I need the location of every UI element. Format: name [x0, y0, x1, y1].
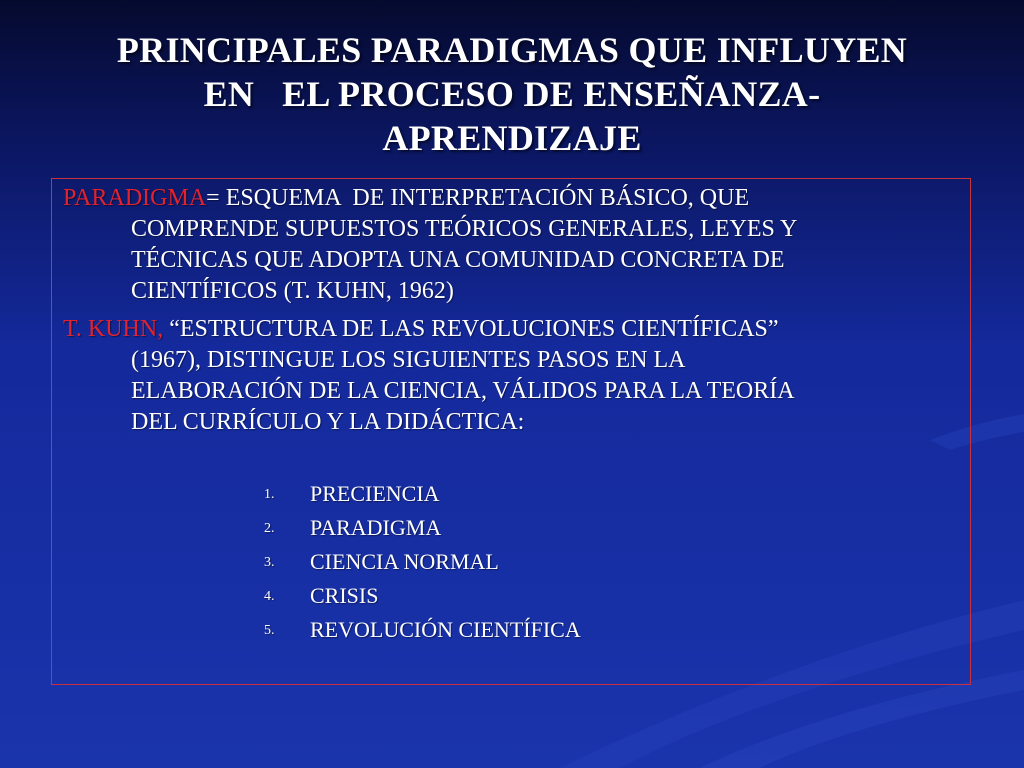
list-number: 4. — [264, 589, 275, 604]
content-box — [51, 178, 971, 685]
kuhn-line: “ESTRUCTURA DE LAS REVOLUCIONES CIENTÍFICAS” — [163, 316, 779, 342]
list-item — [264, 613, 581, 647]
slide-title — [40, 28, 984, 160]
title-line: APRENDIZAJE — [382, 118, 642, 158]
kuhn-line: ELABORACIÓN DE LA CIENCIA, VÁLIDOS PARA LA TEORÍA — [131, 378, 795, 404]
title-line: PRINCIPALES PARADIGMAS QUE INFLUYEN — [116, 30, 908, 70]
list-label: CRISIS — [310, 583, 379, 608]
list-item — [264, 579, 581, 613]
list-number: 3. — [264, 555, 275, 570]
definition-line: COMPRENDE SUPUESTOS TEÓRICOS GENERALES, LEYES Y — [131, 216, 798, 242]
list-label: REVOLUCIÓN CIENTÍFICA — [310, 617, 581, 642]
list-item — [264, 545, 581, 579]
list-number: 2. — [264, 521, 275, 536]
list-item — [264, 477, 581, 511]
paradigm-term: PARADIGMA — [63, 185, 207, 211]
kuhn-paragraph — [63, 314, 943, 438]
kuhn-line: (1967), DISTINGUE LOS SIGUIENTES PASOS EN LA — [131, 347, 686, 373]
kuhn-term: T. KUHN, — [63, 316, 164, 342]
list-number: 5. — [264, 623, 275, 638]
list-label: PARADIGMA — [310, 515, 442, 540]
list-label: PRECIENCIA — [310, 481, 440, 506]
definition-line: TÉCNICAS QUE ADOPTA UNA COMUNIDAD CONCRETA DE — [131, 247, 785, 273]
definition-line: = ESQUEMA DE INTERPRETACIÓN BÁSICO, QUE — [206, 185, 750, 211]
steps-list — [264, 477, 581, 647]
list-number: 1. — [264, 487, 275, 502]
kuhn-line: DEL CURRÍCULO Y LA DIDÁCTICA: — [131, 409, 525, 435]
title-line: EN EL PROCESO DE ENSEÑANZA- — [203, 74, 821, 114]
list-label: CIENCIA NORMAL — [310, 549, 499, 574]
paradigm-definition — [63, 183, 943, 307]
definition-line: CIENTÍFICOS (T. KUHN, 1962) — [131, 278, 454, 304]
list-item — [264, 511, 581, 545]
